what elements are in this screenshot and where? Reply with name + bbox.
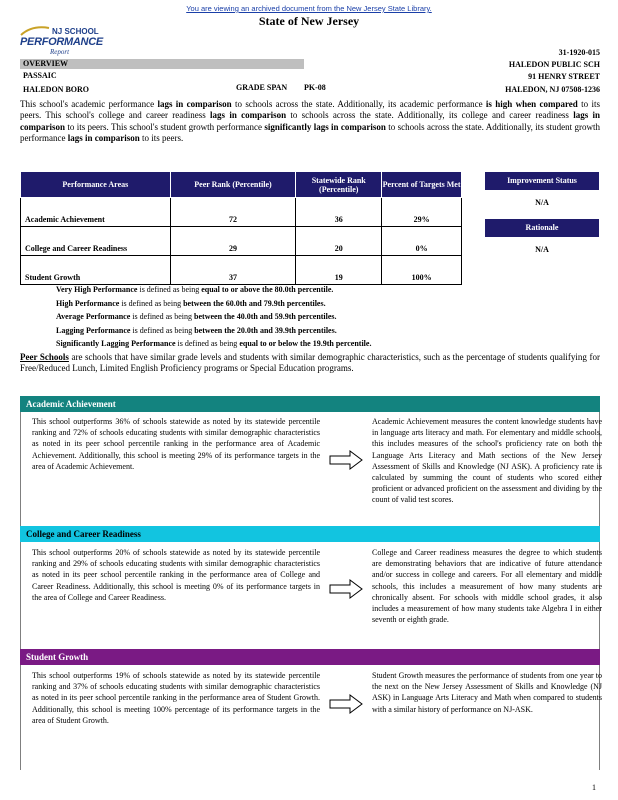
definition-item: Lagging Performance is defined as being between the 20.0th and 39.9th percentiles. <box>56 325 337 335</box>
section-header-college: College and Career Readiness <box>20 526 600 542</box>
peer-schools-note: Peer Schools are schools that have similar grade levels and students with similar demographic characteristics, such as the percentage of students qualifying for Free/Reduced Lunch, Limited English Proficiency programs or Special Education programs. <box>20 352 600 374</box>
grade-span-label: GRADE SPAN <box>236 83 288 92</box>
row-targets-met: 29% <box>382 198 462 227</box>
row-area: Academic Achievement <box>21 198 171 227</box>
improvement-status-label: Improvement Status <box>485 172 599 190</box>
arrow-right-icon <box>328 578 364 600</box>
row-state-rank: 20 <box>296 227 382 256</box>
col-header-peer: Peer Rank (Percentile) <box>170 172 296 198</box>
row-area: College and Career Readiness <box>21 227 171 256</box>
performance-definitions <box>56 283 371 351</box>
definition-item: High Performance is defined as being between the 60.0th and 79.9th percentiles. <box>56 298 326 308</box>
divider <box>20 542 21 649</box>
nj-school-performance-logo <box>20 23 106 61</box>
school-address: 91 HENRY STREET <box>528 72 600 81</box>
school-code: 31-1920-015 <box>558 48 600 57</box>
overview-bar <box>20 59 304 69</box>
district-name: HALEDON BORO <box>23 85 90 94</box>
grade-span-value: PK-08 <box>304 83 326 92</box>
col-header-pct: Percent of Targets Met <box>382 172 462 198</box>
divider <box>20 412 21 526</box>
divider <box>20 665 21 770</box>
improvement-status-value: N/A <box>535 198 549 207</box>
logo-line3: Report <box>50 48 70 56</box>
col-header-state: Statewide Rank (Percentile) <box>296 172 382 198</box>
definition-item: Very High Performance is defined as being equal to or above the 80.0th percentile. <box>56 285 334 294</box>
section-right-text: Academic Achievement measures the content knowledge students have in language arts literacy and math. For elementary and middle schools, this includes measures of the school's proficiency rate on both the Language Arts Literacy and Math sections of the New Jersey Assessment of Skills and Knowledge (NJ ASK). A proficiency rate is calculated by summing the count of students who scored either proficient or advanced proficient on the assessment and dividing by the count of valid test scores. <box>372 417 602 505</box>
row-targets-met: 0% <box>382 227 462 256</box>
rationale-box <box>485 219 599 263</box>
overview-label: OVERVIEW <box>23 59 69 68</box>
row-peer-rank: 72 <box>170 198 296 227</box>
row-targets-met: 100% <box>382 256 462 285</box>
section-left-text: This school outperforms 36% of schools statewide as noted by its statewide percentile ranking and 72% of schools educating students with similar demographic characteristics as noted in its peer school percentile ranking in the performance area of Academic Achievement. Additionally, this school is meeting 29% of its performance targets in the area of Academic Achievement. <box>32 417 320 471</box>
definition-item: Average Performance is defined as being between the 40.0th and 59.9th percentiles. <box>56 312 337 322</box>
table-row <box>21 256 462 285</box>
school-city: HALEDON, NJ 07508-1236 <box>505 85 600 94</box>
performance-table <box>20 171 462 285</box>
performance-summary: This school's academic performance lags in comparison to schools across the state. Additionally, its academic performance is high when compared to its peers. This school's college and career readiness lags in comparison to schools across the state. Additionally, its college and career readiness lags in comparison to its peers. This school's student growth performance significantly lags in comparison to schools across the state. Additionally, its student growth performance lags in comparison to its peers. <box>20 99 600 143</box>
improvement-status-box <box>485 172 599 216</box>
section-left-text: This school outperforms 20% of schools statewide as noted by its statewide percentile ranking and 29% of schools educating students with similar demographic characteristics as noted in its peer school percentile ranking in the performance area of College and Career Readiness. Additionally, this school is meeting 0% of its performance targets in the area of College and Career Readiness. <box>32 548 320 602</box>
table-row <box>21 198 462 227</box>
county-name: PASSAIC <box>23 71 57 80</box>
section-right-text: College and Career readiness measures the degree to which students are demonstrating behaviors that are indicative of future attendance and/or success in college and careers. For all elementary and middle schools, this includes a measurement of how many students are chronically absent. For schools with middle school grades, it also includes a measurement of how many students take Algebra I in either seventh or eighth grade. <box>372 548 602 625</box>
archived-notice-link[interactable]: You are viewing an archived document from the New Jersey State Library. <box>186 4 432 13</box>
section-right-text: Student Growth measures the performance of students from one year to the next on the New Jersey Assessment of Skills and Knowledge (NJ ASK) in Language Arts Literacy and Math when compared to students with a similar history of performance on NJ-ASK. <box>372 671 602 714</box>
arrow-right-icon <box>328 693 364 715</box>
section-college <box>20 542 600 649</box>
state-title: State of New Jersey <box>258 14 360 28</box>
table-row <box>21 227 462 256</box>
rationale-label: Rationale <box>485 219 599 237</box>
row-state-rank: 36 <box>296 198 382 227</box>
section-header-academic: Academic Achievement <box>20 396 600 412</box>
col-header-area: Performance Areas <box>21 172 171 198</box>
row-peer-rank: 29 <box>170 227 296 256</box>
row-area: Student Growth <box>21 256 171 285</box>
rationale-value: N/A <box>535 245 549 254</box>
section-academic <box>20 412 600 526</box>
section-header-growth: Student Growth <box>20 649 600 665</box>
section-growth <box>20 665 600 770</box>
logo-line2: PERFORMANCE <box>20 36 103 48</box>
school-name: HALEDON PUBLIC SCH <box>508 60 600 69</box>
section-left-text: This school outperforms 19% of schools statewide as noted by its statewide percentile ranking and 37% of schools educating students with similar demographic characteristics as noted in its peer school percentile ranking in the performance area of Student Growth. Additionally, this school is meeting 100% percentage of its performance targets in the area of Student Growth. <box>32 671 320 725</box>
row-state-rank: 19 <box>296 256 382 285</box>
definition-item: Significantly Lagging Performance is defined as being equal to or below the 19.9th percentile. <box>56 339 372 349</box>
arrow-right-icon <box>328 449 364 471</box>
page-number: 1 <box>592 783 596 792</box>
row-peer-rank: 37 <box>170 256 296 285</box>
logo-line1: NJ SCHOOL <box>52 27 99 36</box>
